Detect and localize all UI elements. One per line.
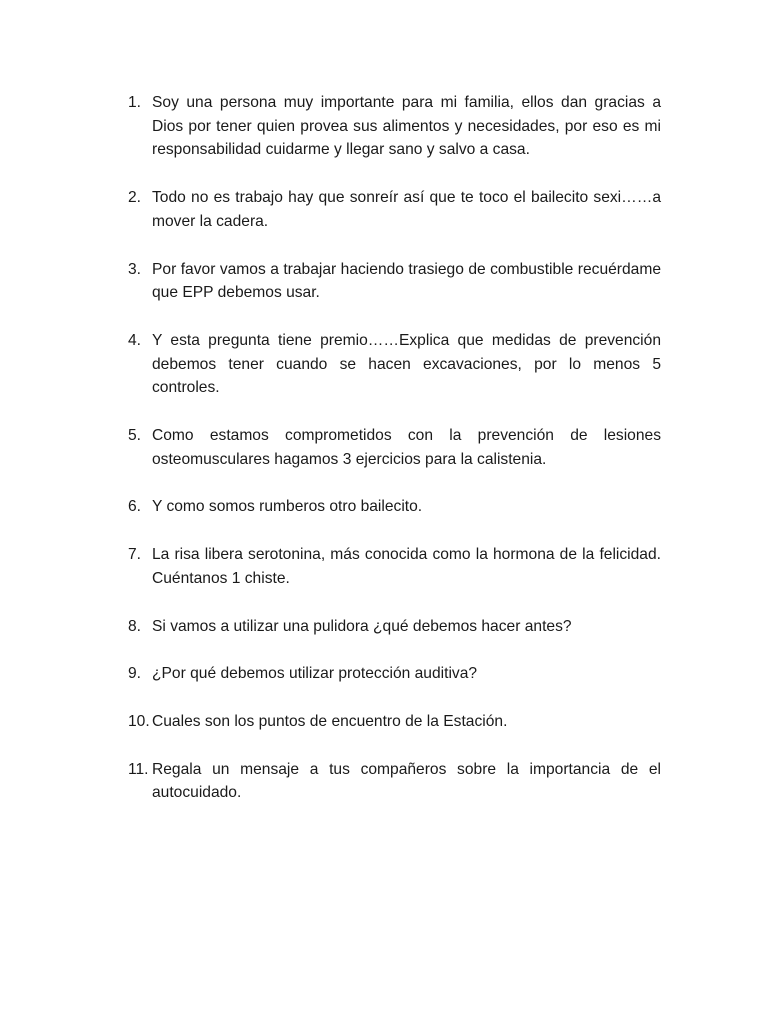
list-item	[128, 710, 661, 734]
list-item	[128, 615, 661, 639]
list-item-text: Y esta pregunta tiene premio……Explica que medidas de prevención debemos tener cuando se hacen excavaciones, por lo menos 5 controles.	[152, 331, 661, 397]
list-item	[128, 495, 661, 519]
list-item	[128, 424, 661, 471]
list-item	[128, 91, 661, 162]
list-item	[128, 186, 661, 233]
list-item-number: 8.	[128, 617, 142, 635]
list-item-text: Y como somos rumberos otro bailecito.	[152, 498, 423, 516]
list-item-text: Cuales son los puntos de encuentro de la Estación.	[152, 712, 508, 730]
numbered-list	[128, 91, 661, 829]
list-item	[128, 662, 661, 686]
list-item-number: 4.	[128, 331, 142, 349]
list-item-number: 11.	[128, 760, 149, 778]
list-item-text: La risa libera serotonina, más conocida como la hormona de la felicidad. Cuéntanos 1 chiste.	[152, 546, 661, 587]
list-item-number: 5.	[128, 427, 142, 445]
list-item	[128, 543, 661, 590]
list-item-text: Todo no es trabajo hay que sonreír así que te toco el bailecito sexi……a mover la cadera.	[152, 189, 661, 230]
list-item-text: Como estamos comprometidos con la prevención de lesiones osteomusculares hagamos 3 ejercicios para la calistenia.	[152, 427, 661, 468]
list-item-number: 6.	[128, 498, 142, 516]
list-item-text: Soy una persona muy importante para mi familia, ellos dan gracias a Dios por tener quien provea sus alimentos y necesidades, por eso es mi responsabilidad cuidarme y llegar sano y salvo a casa.	[152, 94, 661, 159]
list-item-number: 10.	[128, 712, 150, 730]
list-item	[128, 258, 661, 305]
list-item-text: Si vamos a utilizar una pulidora ¿qué debemos hacer antes?	[152, 617, 572, 635]
list-item-number: 2.	[128, 189, 142, 207]
list-item	[128, 329, 661, 400]
list-item-number: 3.	[128, 260, 142, 278]
list-item-text: Por favor vamos a trabajar haciendo trasiego de combustible recuérdame que EPP debemos usar.	[152, 260, 661, 302]
list-item	[128, 758, 661, 805]
list-item-text: ¿Por qué debemos utilizar protección auditiva?	[152, 665, 478, 683]
list-item-number: 1.	[128, 94, 142, 111]
list-item-number: 7.	[128, 546, 142, 564]
list-item-text: Regala un mensaje a tus compañeros sobre la importancia de el autocuidado.	[152, 760, 661, 802]
list-item-number: 9.	[128, 665, 142, 683]
